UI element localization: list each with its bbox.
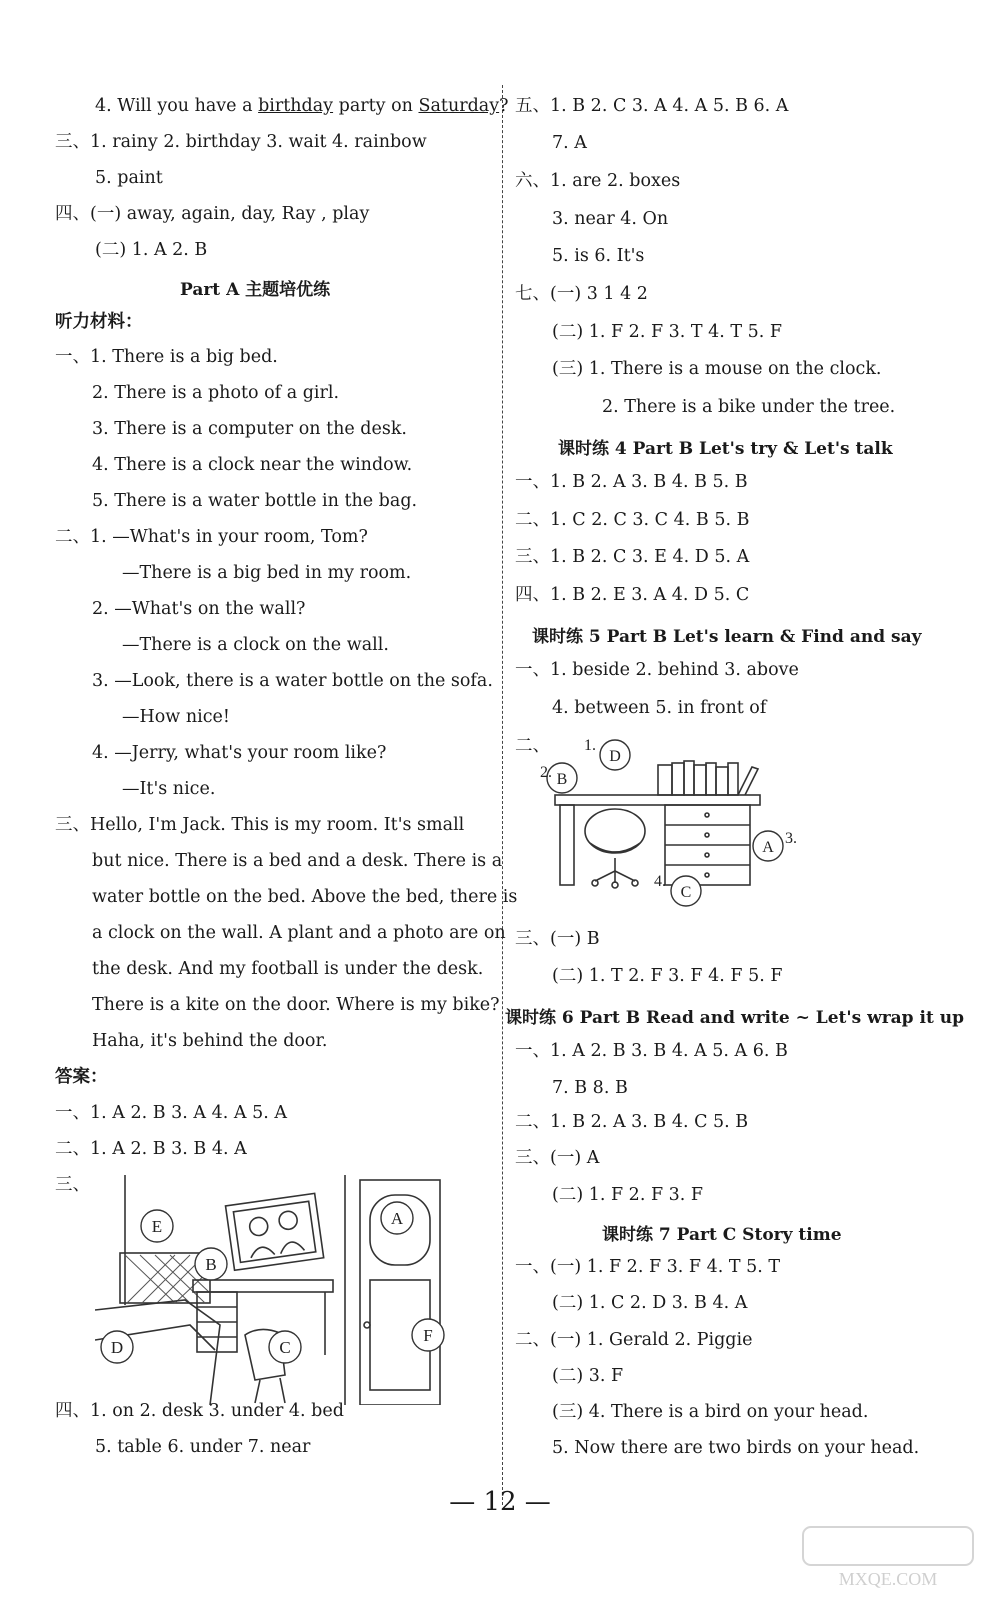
answer-line: 三、1. rainy 2. birthday 3. wait 4. rainbow: [55, 132, 427, 152]
answer-line: 二、1. B 2. A 3. B 4. C 5. B: [515, 1112, 749, 1132]
answer-line: (二) 1. C 2. D 3. B 4. A: [552, 1293, 748, 1313]
transcript-line: 3. There is a computer on the desk.: [92, 419, 407, 439]
answer-line: 二、1. A 2. B 3. B 4. A: [55, 1139, 247, 1159]
transcript-line: 5. There is a water bottle in the bag.: [92, 491, 418, 511]
answer-line: 一、1. A 2. B 3. A 4. A 5. A: [55, 1103, 287, 1123]
answer-line: (二) 1. A 2. B: [95, 240, 208, 260]
pic-label: E: [151, 1217, 163, 1236]
pic-label: C: [680, 884, 692, 901]
answer-line: 二、1. C 2. C 3. C 4. B 5. B: [515, 510, 750, 530]
answer-line: 5. table 6. under 7. near: [95, 1437, 311, 1457]
transcript-line: —It's nice.: [122, 779, 216, 799]
transcript-line: —How nice!: [122, 707, 230, 727]
pic-label: A: [390, 1209, 404, 1228]
answer-line: 三、: [55, 1175, 90, 1195]
answer-line: (二) 3. F: [552, 1366, 624, 1386]
page-number: — 12 —: [449, 1487, 551, 1517]
answer-line: 六、1. are 2. boxes: [515, 171, 681, 191]
transcript-line: There is a kite on the door. Where is my bike?: [92, 995, 500, 1015]
transcript-line: 二、1. —What's in your room, Tom?: [55, 527, 368, 547]
answer-line: 三、1. B 2. C 3. E 4. D 5. A: [515, 547, 750, 567]
answer-line: 四、1. on 2. desk 3. under 4. bed: [55, 1401, 344, 1421]
transcript-line: a clock on the wall. A plant and a photo are on: [92, 923, 506, 943]
answer-line: 一、1. A 2. B 3. B 4. A 5. A 6. B: [515, 1041, 788, 1061]
answer-line: 2. There is a bike under the tree.: [602, 397, 896, 417]
transcript-line: 4. —Jerry, what's your room like?: [92, 743, 387, 763]
pic-label: D: [110, 1338, 124, 1357]
text-segment: ?: [499, 96, 509, 116]
pic-label: A: [762, 839, 774, 856]
transcript-line: —There is a clock on the wall.: [122, 635, 389, 655]
answer-line: 七、(一) 3 1 4 2: [515, 284, 648, 304]
lesson-heading: 课时练 4 Part B Let's try & Let's talk: [558, 439, 893, 459]
answers-label: 答案：: [55, 1067, 108, 1087]
desk-illustration: [540, 733, 840, 908]
underlined-word: birthday: [258, 96, 334, 116]
answer-line: (二) 1. T 2. F 3. F 4. F 5. F: [552, 966, 783, 986]
pic-label: 2.: [540, 764, 552, 781]
pic-label: C: [279, 1338, 291, 1357]
answer-line: (二) 1. F 2. F 3. F: [552, 1185, 704, 1205]
answer-line: 四、(一) away, again, day, Ray , play: [55, 204, 370, 224]
watermark-text: MXQE.COM: [838, 1569, 938, 1589]
pic-label: 1.: [584, 737, 596, 754]
transcript-line: 一、1. There is a big bed.: [55, 347, 278, 367]
underlined-word: Saturday: [418, 96, 500, 116]
pic-label: B: [556, 771, 568, 788]
answer-line: 三、(一) B: [515, 929, 600, 949]
section-heading: Part A 主题培优练: [180, 280, 331, 300]
text-segment: party on: [333, 96, 419, 116]
text-segment: Will you have a: [117, 96, 259, 116]
answer-line: 一、(一) 1. F 2. F 3. F 4. T 5. T: [515, 1257, 781, 1277]
pic-label: F: [423, 1326, 433, 1345]
lesson-heading: 课时练 6 Part B Read and write ~ Let's wrap it up: [505, 1008, 964, 1028]
answer-line: 7. A: [552, 133, 587, 153]
listening-label: 听力材料：: [55, 312, 143, 332]
answer-line: (三) 4. There is a bird on your head.: [552, 1402, 869, 1422]
transcript-line: Haha, it's behind the door.: [92, 1031, 328, 1051]
column-divider: [502, 85, 503, 1505]
answer-line: 5. paint: [95, 168, 163, 188]
pic-label: 3.: [785, 830, 797, 847]
answer-line: 4. between 5. in front of: [552, 698, 767, 718]
answer-line: (三) 1. There is a mouse on the clock.: [552, 359, 882, 379]
answer-line: 5. is 6. It's: [552, 246, 645, 266]
watermark-logo: [798, 1522, 978, 1592]
answer-line: 一、1. beside 2. behind 3. above: [515, 660, 799, 680]
lesson-heading: 课时练 7 Part C Story time: [602, 1225, 842, 1245]
pic-label: B: [205, 1255, 217, 1274]
transcript-line: 3. —Look, there is a water bottle on the sofa.: [92, 671, 493, 691]
answer-line: 四、1. B 2. E 3. A 4. D 5. C: [515, 585, 750, 605]
pic-label: 4.: [654, 873, 666, 890]
transcript-line: 4. There is a clock near the window.: [92, 455, 413, 475]
answer-line: [95, 95, 509, 117]
transcript-line: water bottle on the bed. Above the bed, there is: [92, 887, 518, 907]
answer-line: 5. Now there are two birds on your head.: [552, 1438, 920, 1458]
transcript-line: but nice. There is a bed and a desk. There is a: [92, 851, 503, 871]
item-number: 4.: [95, 96, 112, 116]
answer-line: 二、(一) 1. Gerald 2. Piggie: [515, 1330, 753, 1350]
answer-line: 3. near 4. On: [552, 209, 669, 229]
answer-line: 7. B 8. B: [552, 1078, 628, 1098]
lesson-heading: 课时练 5 Part B Let's learn & Find and say: [532, 627, 922, 647]
answer-line: 二、: [515, 736, 550, 756]
transcript-line: —There is a big bed in my room.: [122, 563, 412, 583]
transcript-line: 三、Hello, I'm Jack. This is my room. It's small: [55, 815, 465, 835]
room-illustration: [95, 1175, 480, 1405]
answer-line: 一、1. B 2. A 3. B 4. B 5. B: [515, 472, 748, 492]
answer-line: (二) 1. F 2. F 3. T 4. T 5. F: [552, 322, 783, 342]
answer-line: 五、1. B 2. C 3. A 4. A 5. B 6. A: [515, 96, 789, 116]
pic-label: D: [609, 748, 621, 765]
transcript-line: 2. —What's on the wall?: [92, 599, 306, 619]
transcript-line: the desk. And my football is under the desk.: [92, 959, 484, 979]
answer-line: 三、(一) A: [515, 1148, 600, 1168]
transcript-line: 2. There is a photo of a girl.: [92, 383, 340, 403]
